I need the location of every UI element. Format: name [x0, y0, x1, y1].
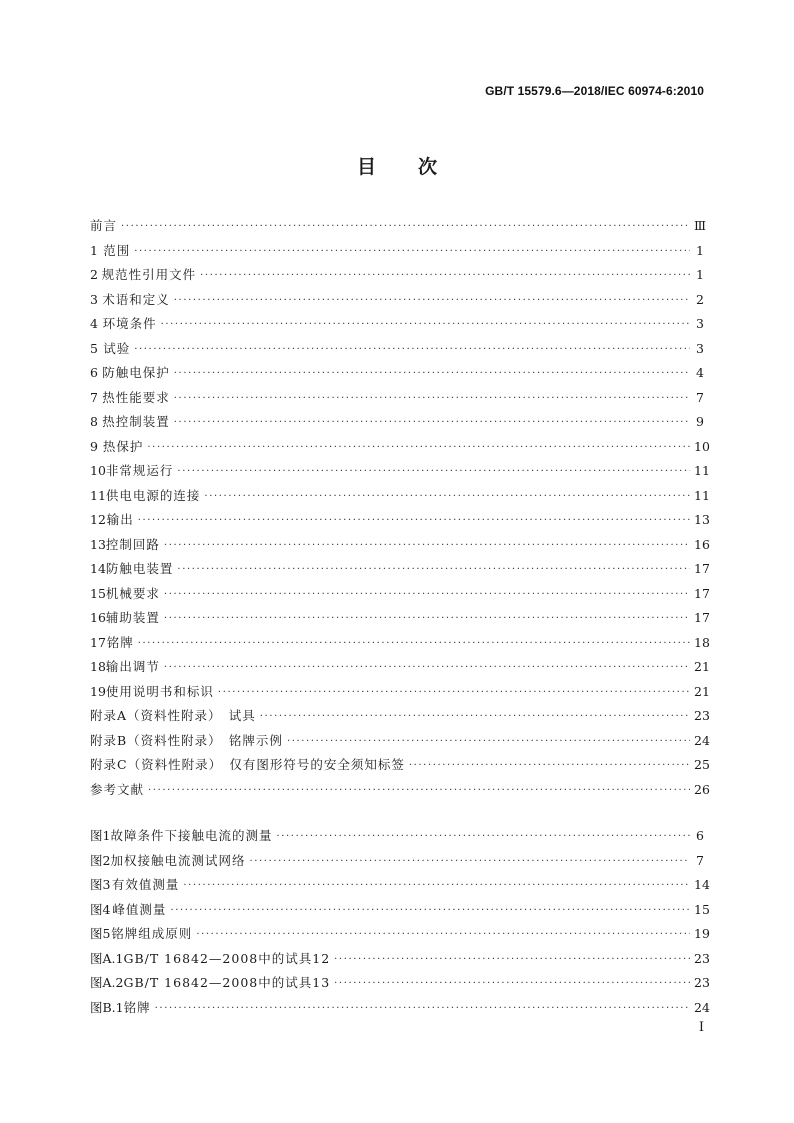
toc-entry-number: 7 [90, 389, 98, 405]
toc-leader-dots [177, 564, 690, 575]
list-of-figures [90, 826, 710, 1022]
toc-entry-page: 18 [694, 634, 710, 650]
toc-entry-number: 13 [90, 536, 106, 552]
toc-entry-page: 3 [696, 316, 704, 331]
toc-entry-number: 8 [90, 414, 98, 429]
toc-entry-page: 1 [696, 267, 704, 282]
toc-entry-page: 7 [696, 389, 704, 405]
figure-entry-1[interactable] [90, 826, 704, 851]
figure-label: GB/T 16842—2008中的试具13 [123, 975, 331, 990]
toc-entry-label: 附录C（资料性附录） 仅有图形符号的安全须知标签 [90, 757, 405, 772]
toc-leader-dots [249, 856, 690, 867]
toc-entry-17[interactable] [90, 633, 710, 658]
figure-entry-5[interactable] [90, 924, 710, 949]
toc-entry-label: 防触电保护 [102, 365, 170, 380]
toc-entry-number: 18 [90, 659, 106, 674]
toc-leader-dots [276, 831, 690, 842]
figure-page: 24 [694, 999, 710, 1015]
toc-entry-label: 非常规运行 [105, 463, 174, 478]
toc-entry-page: 10 [694, 438, 710, 454]
toc-entry-label: 环境条件 [102, 316, 157, 331]
figure-entry-4[interactable] [90, 900, 710, 925]
toc-leader-dots [138, 638, 690, 649]
toc-entry-number: 12 [90, 512, 106, 527]
toc-leader-dots [161, 319, 690, 330]
toc-entry-page: 21 [694, 659, 710, 674]
toc-entry-1[interactable] [90, 241, 704, 266]
toc-entry-number: 2 [90, 267, 98, 282]
toc-entry-page: 1 [696, 242, 704, 258]
toc-entry-page: 13 [694, 512, 710, 527]
toc-entry-page: 26 [694, 781, 710, 797]
toc-entry-number: 5 [90, 340, 98, 356]
figure-entry-a2[interactable] [90, 973, 710, 998]
toc-entry-label: 试验 [103, 340, 131, 356]
toc-entry-label: 前言 [90, 218, 118, 233]
toc-entry-appendix-c[interactable] [90, 755, 710, 780]
toc-entry-13[interactable] [90, 535, 710, 560]
toc-entry-label: 热控制装置 [102, 414, 170, 429]
figure-number: 图1 [90, 828, 111, 843]
toc-entry-label: 机械要求 [105, 585, 160, 601]
figure-page: 23 [694, 950, 710, 966]
toc-leader-dots [121, 221, 690, 232]
toc-entry-page: 21 [694, 683, 710, 699]
toc-leader-dots [409, 760, 690, 771]
toc-entry-number: 15 [90, 585, 106, 601]
figure-label: 铭牌组成原则 [111, 926, 193, 941]
figure-page: 15 [694, 901, 710, 917]
figure-page: 14 [694, 877, 710, 892]
figure-number: 图4 [90, 901, 111, 917]
toc-entry-page: 24 [694, 732, 710, 748]
toc-entry-label: 供电电源的连接 [105, 487, 201, 503]
toc-leader-dots [138, 515, 690, 526]
toc-entry-page: 17 [694, 585, 710, 601]
toc-entry-label: 使用说明书和标识 [105, 683, 214, 699]
toc-entry-label: 铭牌 [106, 634, 134, 650]
toc-entry-page: 25 [694, 757, 710, 772]
toc-entry-number: 19 [90, 683, 106, 699]
toc-entry-18[interactable] [90, 657, 710, 682]
toc-leader-dots [260, 711, 690, 722]
toc-entry-page: 16 [694, 536, 710, 552]
toc-entry-9[interactable] [90, 437, 710, 462]
toc-entry-page: 11 [694, 463, 710, 478]
toc-leader-dots [196, 929, 690, 940]
toc-entry-14[interactable] [90, 559, 710, 584]
toc-leader-dots [174, 368, 690, 379]
toc-entry-number: 9 [90, 438, 98, 454]
toc-entry-appendix-b[interactable] [90, 731, 710, 756]
figure-number: 图5 [90, 926, 111, 941]
toc-entry-5[interactable] [90, 339, 704, 364]
toc-leader-dots [334, 978, 690, 989]
page-title: 目次 [356, 156, 479, 178]
toc-entry-label: 参考文献 [90, 781, 145, 797]
figure-entry-2[interactable] [90, 851, 704, 876]
figure-label: 铭牌 [123, 999, 151, 1015]
toc-leader-dots [164, 589, 690, 600]
toc-entry-page: 3 [696, 340, 704, 356]
toc-entry-11[interactable] [90, 486, 710, 511]
standard-code-header: GB/T 15579.6—2018/IEC 60974-6:2010 [485, 84, 704, 98]
toc-leader-dots [147, 442, 690, 453]
toc-entry-6[interactable] [90, 363, 704, 388]
toc-entry-number: 14 [90, 561, 106, 576]
toc-entry-15[interactable] [90, 584, 710, 609]
toc-entry-7[interactable] [90, 388, 704, 413]
toc-entry-3[interactable] [90, 290, 704, 315]
toc-leader-dots [134, 344, 690, 355]
toc-entry-page: 2 [696, 291, 704, 307]
toc-leader-dots [183, 880, 690, 891]
toc-entry-10[interactable] [90, 461, 710, 486]
toc-entry-label: 输出调节 [105, 659, 160, 674]
toc-leader-dots [164, 613, 690, 624]
figure-number: 图3 [90, 877, 111, 892]
toc-entry-appendix-a[interactable] [90, 706, 710, 731]
toc-leader-dots [200, 270, 690, 281]
toc-entry-bibliography[interactable] [90, 780, 710, 805]
toc-entry-8[interactable] [90, 412, 704, 437]
toc-entry-number: 3 [90, 291, 98, 307]
toc-leader-dots [334, 954, 690, 965]
toc-entry-page: 17 [694, 610, 710, 625]
figure-entry-a1[interactable] [90, 949, 710, 974]
toc-entry-label: 规范性引用文件 [101, 267, 197, 282]
toc-entry-page: 23 [694, 708, 710, 723]
toc-entry-foreword[interactable] [90, 216, 707, 241]
toc-entry-label: 控制回路 [105, 536, 160, 552]
toc-entry-number: 10 [90, 463, 106, 478]
toc-leader-dots [218, 687, 690, 698]
toc-entry-12[interactable] [90, 510, 710, 535]
figure-label: 加权接触电流测试网络 [110, 852, 246, 868]
toc-entry-label: 术语和定义 [102, 291, 170, 307]
toc-entry-page: 9 [696, 414, 704, 429]
figure-label: GB/T 16842—2008中的试具12 [123, 950, 331, 966]
figure-label: 故障条件下接触电流的测量 [110, 828, 273, 843]
toc-entry-label: 范围 [103, 242, 131, 258]
toc-entry-page: 4 [696, 365, 704, 380]
figure-number: 图B.1 [90, 999, 124, 1015]
toc-entry-label: 热保护 [102, 438, 144, 454]
toc-leader-dots [170, 905, 690, 916]
toc-entry-label: 输出 [106, 512, 134, 527]
toc-entry-page: 17 [694, 561, 710, 576]
toc-entry-page: Ⅲ [694, 218, 707, 233]
toc-entry-number: 1 [90, 242, 98, 258]
figure-page: 19 [694, 926, 710, 941]
figure-page: 7 [696, 852, 704, 868]
toc-entry-number: 17 [90, 634, 106, 650]
toc-entry-label: 附录A（资料性附录） 试具 [90, 708, 256, 723]
toc-leader-dots [177, 466, 690, 477]
figure-label: 有效值测量 [111, 877, 180, 892]
toc-leader-dots [148, 785, 690, 796]
toc-entry-label: 辅助装置 [105, 610, 160, 625]
figure-number: 图2 [90, 852, 111, 868]
figure-number: 图A.1 [90, 950, 124, 966]
toc-entry-2[interactable] [90, 265, 704, 290]
figure-page: 6 [696, 828, 704, 843]
toc-entry-16[interactable] [90, 608, 710, 633]
toc-entry-number: 16 [90, 610, 106, 625]
toc-leader-dots [155, 1003, 690, 1014]
figure-number: 图A.2 [90, 975, 124, 990]
toc-entry-page: 11 [694, 487, 710, 503]
toc-entry-number: 11 [90, 487, 106, 503]
toc-entry-label: 附录B（资料性附录） 铭牌示例 [90, 732, 283, 748]
toc-entry-19[interactable] [90, 682, 710, 707]
figure-entry-3[interactable] [90, 875, 710, 900]
toc-entry-number: 6 [90, 365, 98, 380]
toc-leader-dots [174, 295, 690, 306]
toc-leader-dots [204, 491, 690, 502]
figure-label: 峰值测量 [112, 901, 167, 917]
toc-entry-number: 4 [90, 316, 98, 331]
toc-entry-label: 热性能要求 [102, 389, 170, 405]
toc-leader-dots [174, 393, 690, 404]
toc-entry-4[interactable] [90, 314, 704, 339]
table-of-contents [90, 216, 710, 804]
figure-entry-b1[interactable] [90, 998, 710, 1023]
toc-leader-dots [174, 417, 690, 428]
toc-leader-dots [134, 246, 690, 257]
figure-page: 23 [694, 975, 710, 990]
toc-leader-dots [164, 662, 690, 673]
page-number-footer: Ⅰ [698, 1020, 704, 1035]
toc-entry-label: 防触电装置 [105, 561, 174, 576]
toc-leader-dots [287, 736, 690, 747]
toc-leader-dots [164, 540, 690, 551]
